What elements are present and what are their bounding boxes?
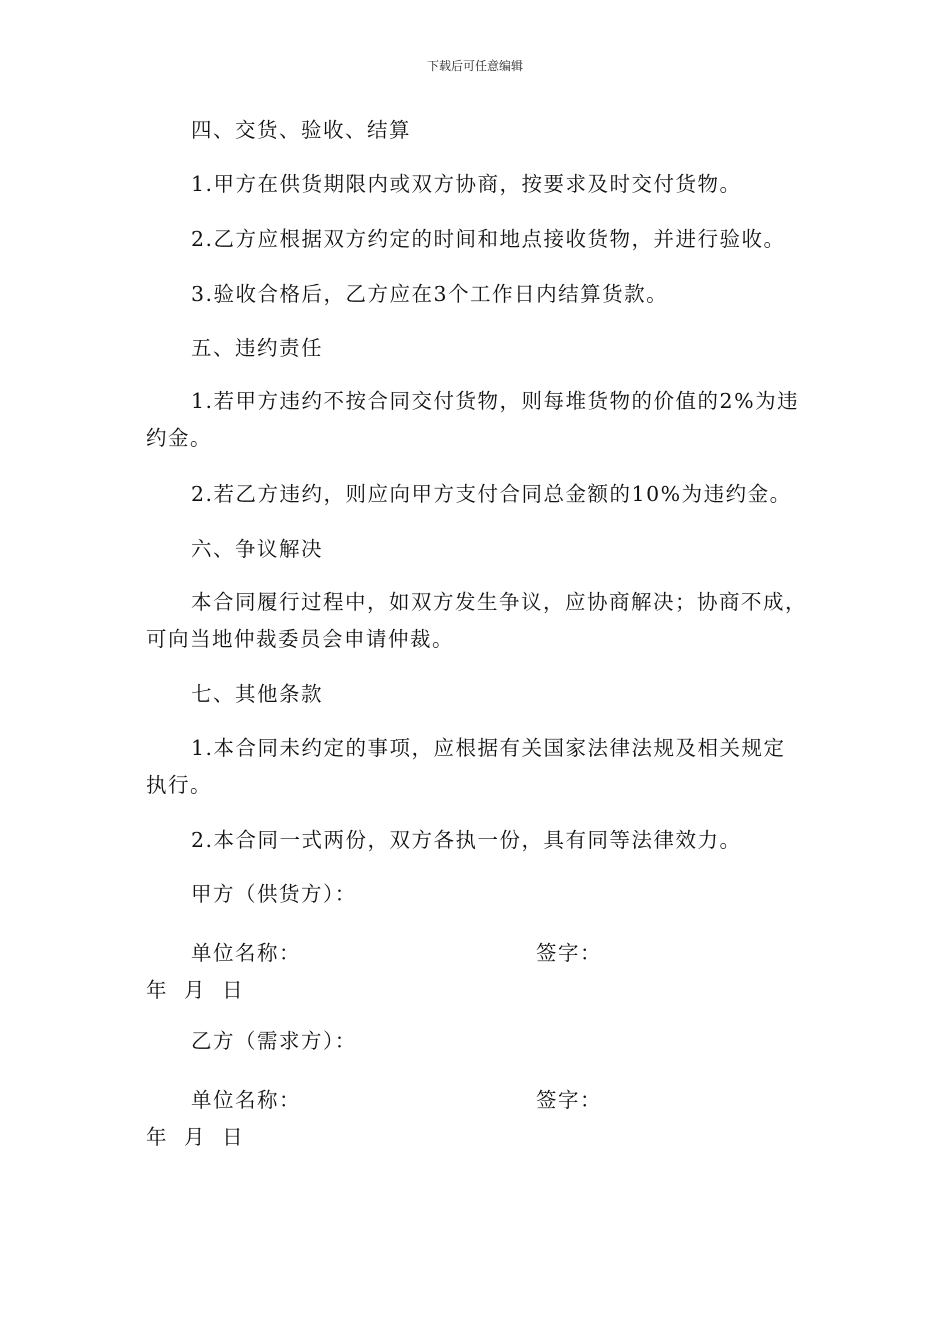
party-a-title: 甲方（供货方）： — [191, 882, 357, 906]
clause-5-1-line2: 约金。 — [146, 426, 212, 450]
section-7-title: 七、其他条款 — [191, 682, 323, 706]
party-a-unit-label: 单位名称： — [191, 941, 301, 965]
clause-4-3: 3.验收合格后，乙方应在3个工作日内结算货款。 — [191, 282, 669, 306]
party-a-date: 年 月 日 — [146, 978, 245, 1002]
page-header: 下载后可任意编辑 — [426, 59, 523, 73]
clause-4-1: 1.甲方在供货期限内或双方协商，按要求及时交付货物。 — [191, 172, 742, 196]
party-b-unit-label: 单位名称： — [191, 1088, 301, 1112]
section-4-title: 四、交货、验收、结算 — [191, 118, 411, 142]
clause-7-1-line1: 1.本合同未约定的事项，应根据有关国家法律法规及相关规定 — [191, 736, 786, 760]
section-5-title: 五、违约责任 — [191, 336, 323, 360]
clause-5-2: 2.若乙方违约，则应向甲方支付合同总金额的10%为违约金。 — [191, 482, 792, 506]
party-b-title: 乙方（需求方）： — [191, 1029, 357, 1053]
clause-7-2: 2.本合同一式两份，双方各执一份，具有同等法律效力。 — [191, 828, 742, 852]
party-b-date: 年 月 日 — [146, 1125, 245, 1149]
clause-5-1-line1: 1.若甲方违约不按合同交付货物，则每堆货物的价值的2%为违 — [191, 389, 800, 413]
section-6-title: 六、争议解决 — [191, 537, 323, 561]
party-b-sign-label: 签字： — [536, 1088, 602, 1112]
party-a-sign-label: 签字： — [536, 941, 602, 965]
clause-4-2: 2.乙方应根据双方约定的时间和地点接收货物，并进行验收。 — [191, 227, 786, 251]
clause-6-line1: 本合同履行过程中，如双方发生争议，应协商解决；协商不成， — [191, 590, 807, 614]
clause-7-1-line2: 执行。 — [146, 773, 212, 797]
clause-6-line2: 可向当地仲裁委员会申请仲裁。 — [146, 627, 454, 651]
